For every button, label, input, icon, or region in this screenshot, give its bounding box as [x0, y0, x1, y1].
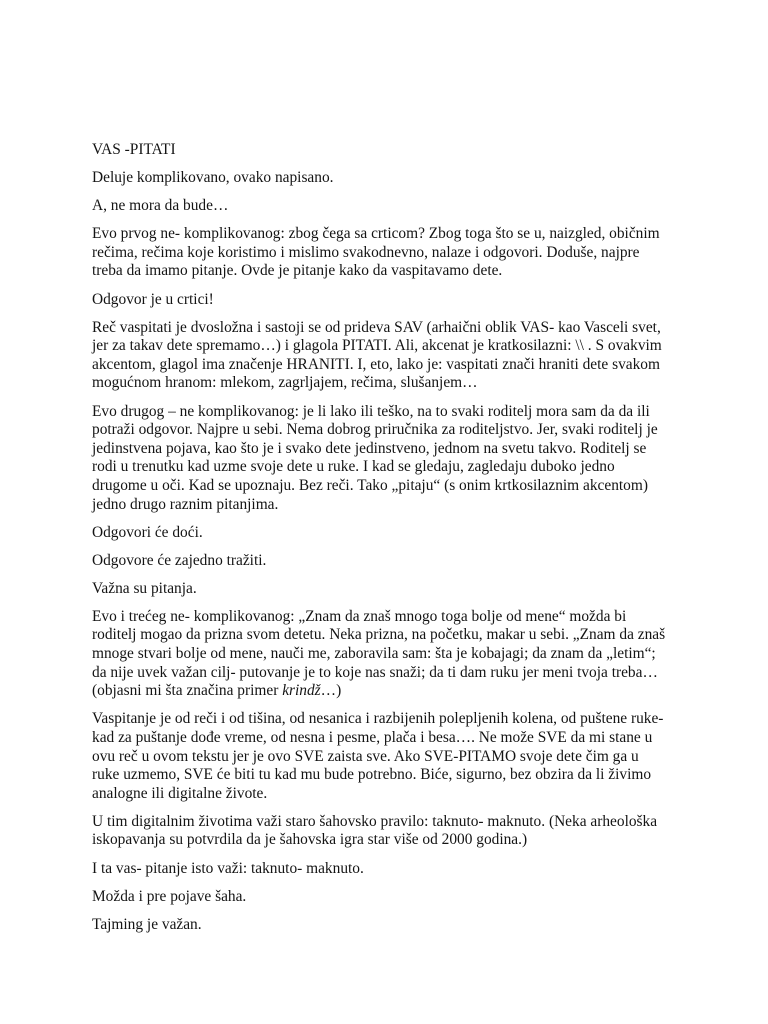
paragraph	[92, 197, 682, 216]
text-line: akcentom, glagol ima značenje HRANITI. I, eto, lako je: vaspitati znači hraniti dete svakom	[92, 355, 660, 373]
text-line: Vaspitanje je od reči i od tišina, od nesanica i razbijenih polepljenih kolena, od puštene ruke-	[92, 710, 664, 728]
document-body	[92, 141, 682, 944]
text-line: analogne ili digitalne živote.	[92, 784, 268, 802]
text-line: iskopavanja su potvrdila da je šahovska igra star više od 2000 godina.)	[92, 831, 528, 849]
paragraph	[92, 860, 682, 879]
text-line: Odgovor je u crtici!	[92, 290, 214, 308]
paragraph	[92, 608, 682, 701]
text-line: Možda i pre pojave šaha.	[92, 887, 247, 905]
text-line: roditelj mogao da prizna svom detetu. Neka prizna, na početku, makar u sebi. „Znam da znaš	[92, 626, 666, 644]
paragraph	[92, 403, 682, 515]
text-line: Reč vaspitati je dvosložna i sastoji se od prideva SAV (arhaični oblik VAS- kao Vasceli svet,	[92, 318, 661, 336]
paragraph	[92, 225, 682, 281]
text-line: treba da imamo pitanje. Ovde je pitanje kako da vaspitavamo dete.	[92, 262, 503, 280]
text-line: potraži odgovor. Najpre u sebi. Nema dobrog priručnika za roditeljstvo. Jer, svaki roditelj je	[92, 421, 658, 439]
text-fragment: …)	[320, 682, 342, 700]
text-line: U tim digitalnim životima važi staro šahovsko pravilo: taknuto- maknuto. (Neka arheološka	[92, 812, 658, 830]
paragraph	[92, 291, 682, 310]
text-line: ruke uzmemo, SVE će biti tu kad mu bude potrebno. Biće, sigurno, bez obzira da li živimo	[92, 766, 652, 784]
paragraph	[92, 813, 682, 850]
paragraph	[92, 524, 682, 543]
paragraph	[92, 169, 682, 188]
text-line: A, ne mora da bude…	[92, 197, 229, 215]
paragraph	[92, 580, 682, 599]
paragraph	[92, 710, 682, 803]
text-fragment: (objasni mi šta značina primer	[92, 682, 283, 700]
text-line: jedno drugo raznim pitanjima.	[92, 495, 279, 513]
text-line: Evo prvog ne- komplikovanog: zbog čega sa crticom? Zbog toga što se u, naizgled, običnim	[92, 225, 660, 243]
text-line: mogućnom hranom: mlekom, zagrljajem, rečima, slušanjem…	[92, 374, 478, 392]
text-line: ovu reč u ovom tekstu jer je ovo SVE zaista sve. Ako SVE-PITAMO svoje dete čim ga u	[92, 747, 639, 765]
text-line: Deluje komplikovano, ovako napisano.	[92, 169, 334, 187]
text-line: da nije uvek važan cilj- putovanje je to koje nas snaži; da ti dam ruku jer meni tvoja treba…	[92, 663, 658, 681]
text-line: Tajming je važan.	[92, 915, 202, 933]
text-line: rodi u trenutku kad uzme svoje dete u ruke. I kad se gledaju, zagledaju duboko jedno	[92, 458, 615, 476]
paragraph	[92, 916, 682, 935]
paragraph	[92, 552, 682, 571]
paragraph	[92, 888, 682, 907]
text-line: jedinstvena pojava, kao što je i svako dete jedinstveno, jednom na svetu takvo. Roditelj se	[92, 439, 647, 457]
text-line: drugome u oči. Kad se upoznaju. Bez reči. Tako „pitaju“ (s onim krtkosilaznim akcentom)	[92, 476, 648, 494]
document-title: VAS -PITATI	[92, 141, 176, 158]
italic-word: krindž	[282, 682, 321, 700]
text-line	[92, 682, 682, 701]
text-line: Evo i trećeg ne- komplikovanog: „Znam da znaš mnogo toga bolje od mene“ možda bi	[92, 607, 627, 625]
text-line: Odgovori će doći.	[92, 523, 203, 541]
text-line: rečima, rečima koje koristimo i mislimo svakodnevno, nalaze i odgovori. Doduše, najpre	[92, 243, 640, 261]
text-line: I ta vas- pitanje isto važi: taknuto- maknuto.	[92, 859, 364, 877]
text-line: Važna su pitanja.	[92, 579, 197, 597]
text-line: jer za takav dete spremamo…) i glagola PITATI. Ali, akcenat je kratkosilazni: \\ . S ovakvim	[92, 337, 662, 355]
paragraph	[92, 319, 682, 393]
text-line: Odgovore će zajedno tražiti.	[92, 551, 267, 569]
text-line: kad za puštanje dođe vreme, od nesna i pesme, plača i besa…. Ne može SVE da mi stane u	[92, 728, 653, 746]
text-line: Evo drugog – ne komplikovanog: je li lako ili teško, na to svaki roditelj mora sam da da ili	[92, 402, 650, 420]
text-line: mnoge stvari bolje od mene, nauči me, zaboravila sam: šta je kobajagi; da znam da „letim“;	[92, 645, 656, 663]
